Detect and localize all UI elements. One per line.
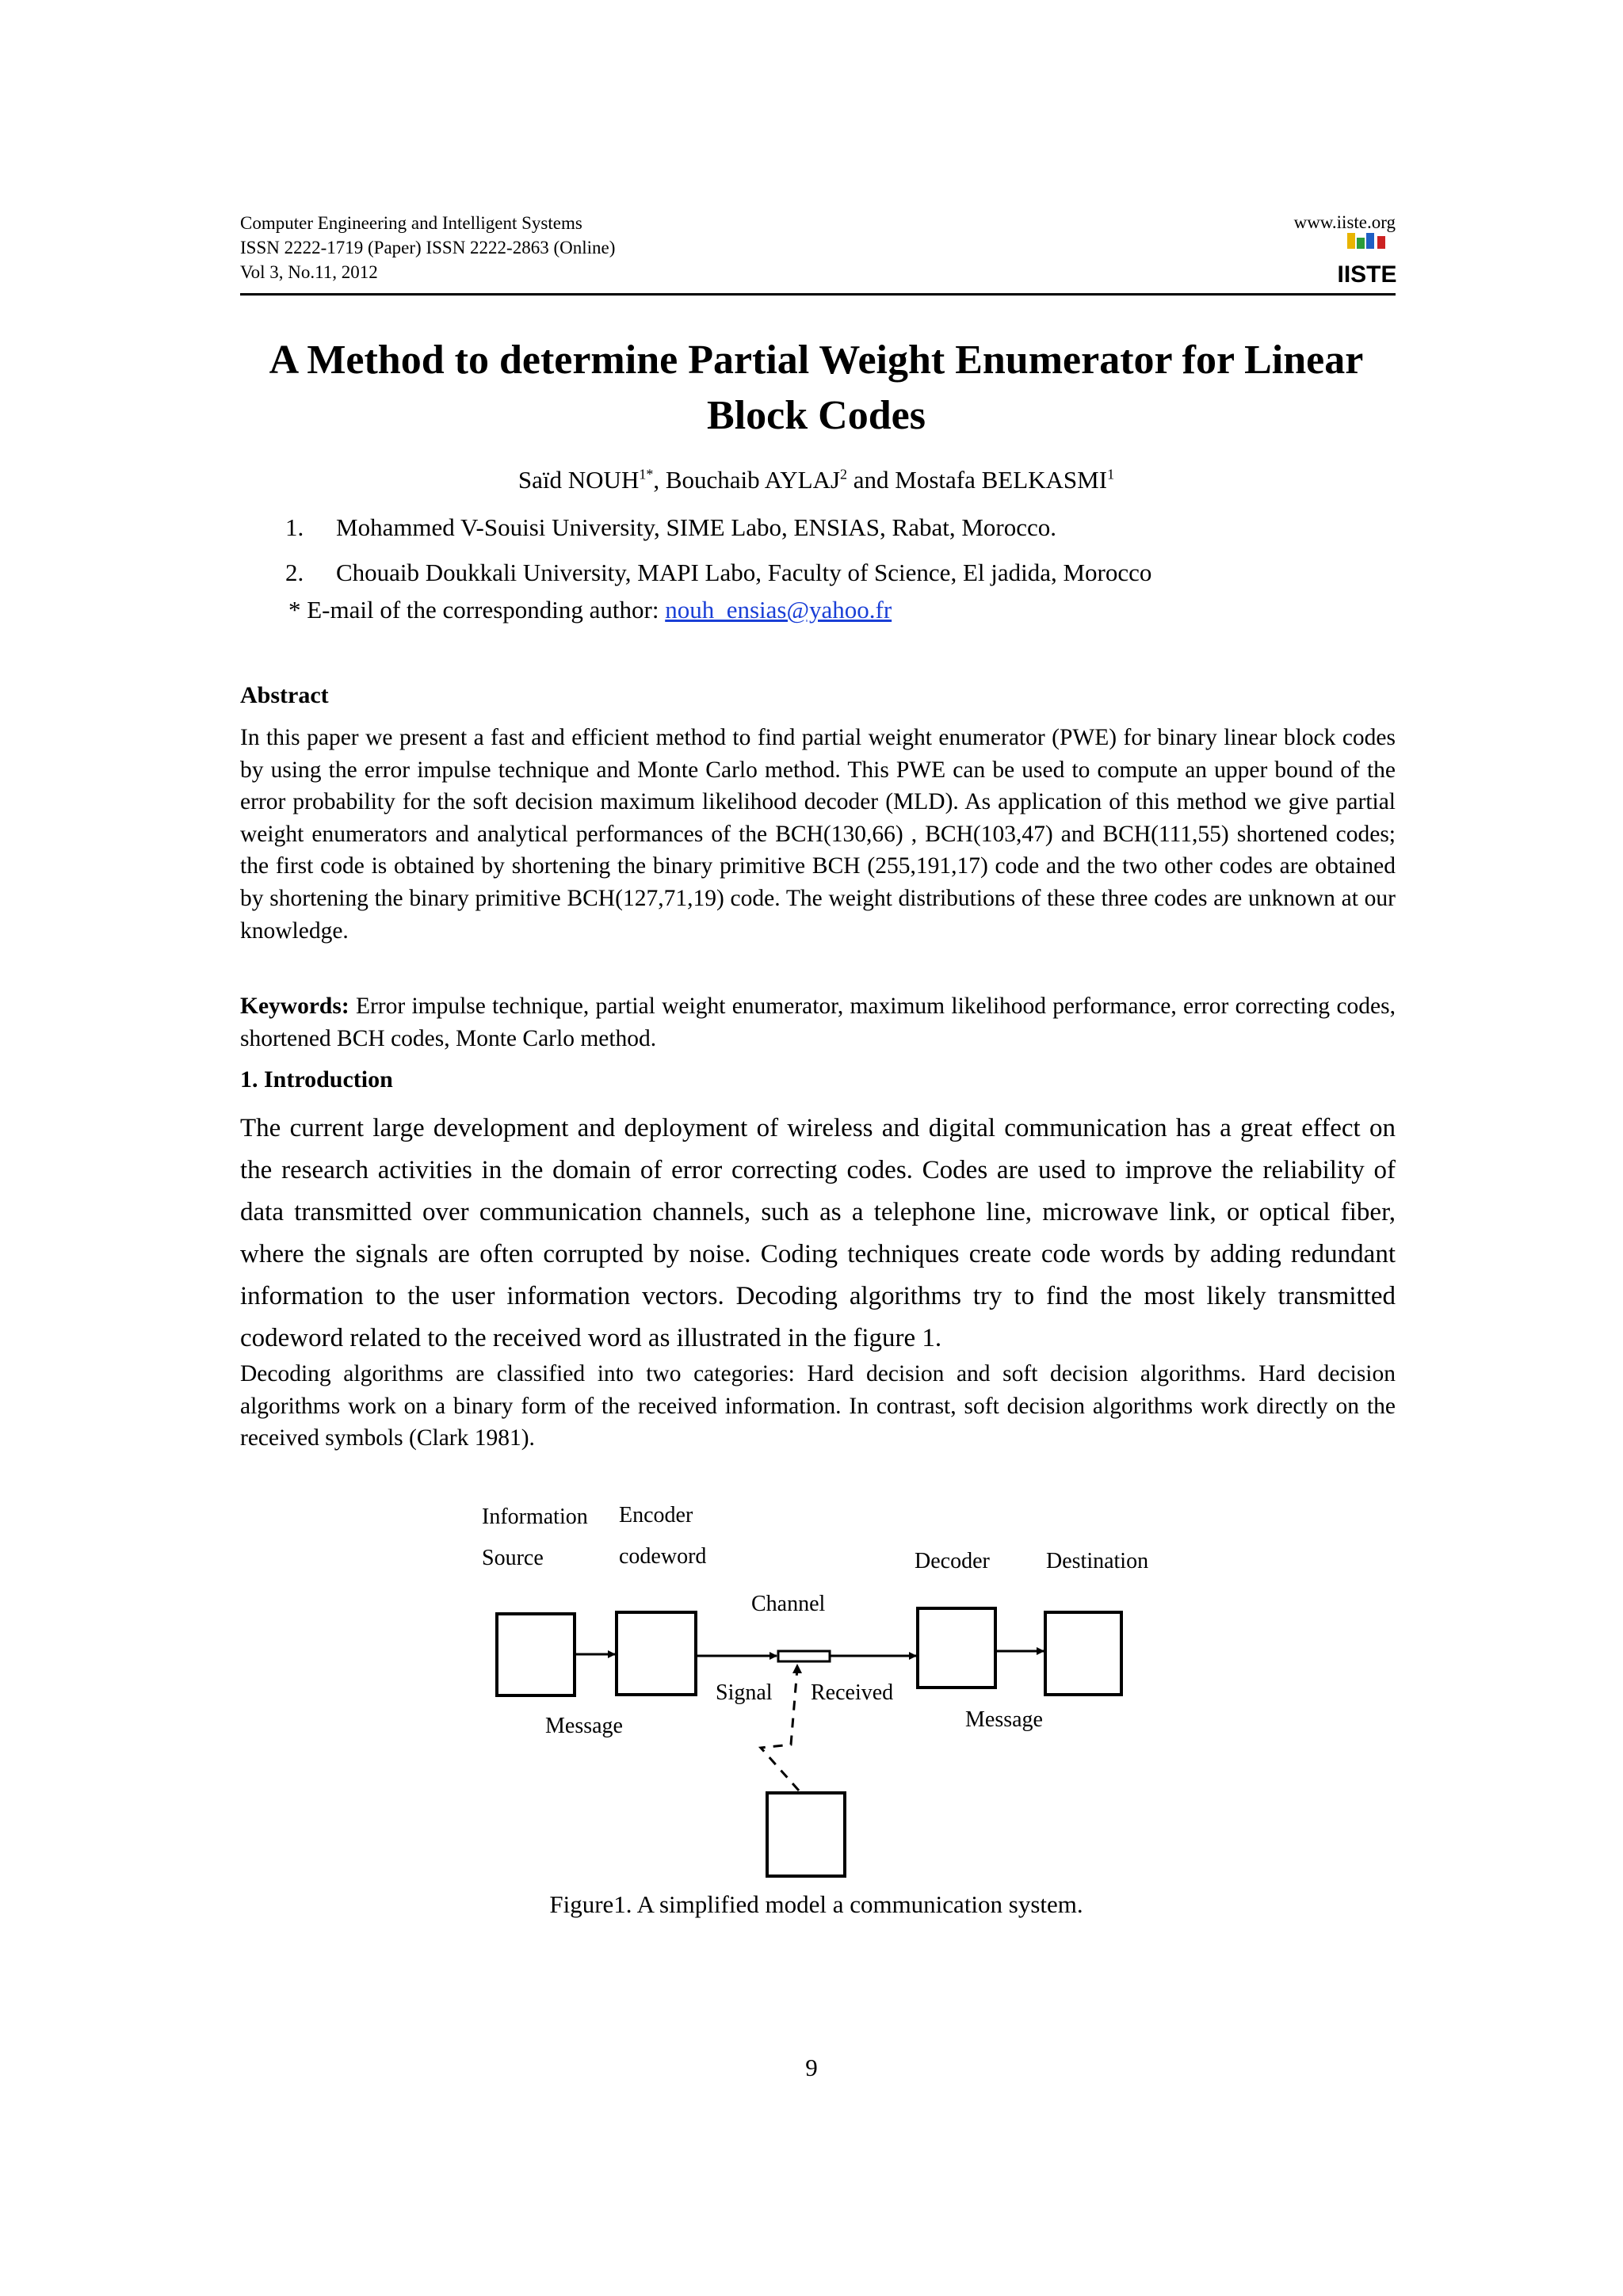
corresponding-email: [288, 594, 892, 626]
label-destination: Destination: [1046, 1549, 1149, 1573]
encoder-block: [617, 1612, 696, 1695]
author-2: , Bouchaib AYLAJ: [653, 466, 841, 494]
email-prefix: * E-mail of the corresponding author:: [288, 596, 666, 624]
logo-text: IISTE: [1337, 261, 1397, 288]
author-1: Saïd NOUH: [517, 466, 640, 494]
author-2-sup: 2: [840, 466, 848, 482]
noise-dashed-line: [761, 1669, 799, 1791]
label-message-right: Message: [965, 1707, 1043, 1732]
journal-url: www.iiste.org: [1293, 212, 1396, 232]
header-rule: [240, 293, 1396, 296]
figure-diagram: [444, 1489, 1205, 1901]
label-channel: Channel: [751, 1592, 826, 1616]
journal-name: Computer Engineering and Intelligent Systems: [240, 213, 582, 233]
affiliation-1-number: 1.: [285, 513, 304, 541]
affiliation-2: [285, 557, 1151, 589]
destination-block: [1045, 1612, 1121, 1695]
iiste-logo: [1337, 231, 1397, 288]
label-information: Information: [482, 1505, 588, 1529]
label-decoder: Decoder: [915, 1549, 990, 1573]
keywords-label: Keywords:: [240, 994, 349, 1019]
keywords-text: Error impulse technique, partial weight enumerator, maximum likelihood performance, error correcting codes, shortened BCH codes, Monte Carlo method.: [240, 994, 1396, 1051]
keywords: [240, 990, 1396, 1055]
volume-line: Vol 3, No.11, 2012: [240, 262, 378, 282]
page-number: 9: [805, 2054, 818, 2081]
communication-system-figure: [444, 1489, 1205, 1901]
author-list: [222, 464, 1411, 496]
affiliation-1: [285, 512, 1056, 543]
author-3-sup: 1: [1107, 466, 1115, 482]
noise-block: [767, 1793, 845, 1876]
figure-caption: Figure1. A simplified model a communication system.: [549, 1890, 1083, 1918]
intro-heading: 1. Introduction: [240, 1066, 393, 1093]
channel-block: [778, 1651, 830, 1661]
email-link[interactable]: nouh_ensias@yahoo.fr: [665, 596, 892, 624]
paper-title: [222, 333, 1411, 444]
label-source: Source: [482, 1546, 544, 1570]
affiliation-2-number: 2.: [285, 559, 304, 586]
title-line-1: A Method to determine Partial Weight Enumerator for Linear: [269, 338, 1364, 383]
intro-paragraph-1: The current large development and deployment of wireless and digital communication has a great effect on the research activities in the domain of error correcting codes. Codes are used to improve the reliability of data transmitted over communication channels, such as a telephone line, microwave link, or optical fiber, where the signals are often corrupted by noise. Coding techniques create code words by adding redundant information to the user information vectors. Decoding algorithms try to find the most likely transmitted codeword related to the received word as illustrated in the figure 1.: [240, 1114, 1396, 1352]
intro-paragraph-2: Decoding algorithms are classified into two categories: Hard decision and soft decision algorithms. Hard decision algorithms work on a binary form of the received information. In contrast, soft decision algorithms work directly on the received symbols (Clark 1981).: [240, 1361, 1396, 1451]
issn-line: ISSN 2222-1719 (Paper) ISSN 2222-2863 (Online): [240, 238, 616, 257]
label-message-left: Message: [545, 1714, 623, 1738]
author-3: and Mostafa BELKASMI: [847, 466, 1108, 494]
source-block: [497, 1614, 575, 1695]
label-received: Received: [811, 1680, 894, 1705]
noise-arrowhead: [792, 1664, 802, 1673]
affiliation-1-text: Mohammed V-Souisi University, SIME Labo, ENSIAS, Rabat, Morocco.: [336, 513, 1056, 541]
abstract-text: In this paper we present a fast and efficient method to find partial weight enumerator (PWE) for binary linear block codes by using the error impulse technique and Monte Carlo method. This PWE can be used to compute an upper bound of the error probability for the soft decision maximum likelihood decoder (MLD). As application of this method we give partial weight enumerators and analytical performances of the BCH(130,66) , BCH(103,47) and BCH(111,55) shortened codes; the first code is obtained by shortening the binary primitive BCH (255,191,17) code and the two other codes are obtained by shortening the binary primitive BCH(127,71,19) code. The weight distributions of these three codes are unknown at our knowledge.: [240, 725, 1396, 944]
author-1-sup: 1*: [639, 466, 654, 482]
affiliation-2-text: Chouaib Doukkali University, MAPI Labo, Faculty of Science, El jadida, Morocco: [336, 559, 1152, 586]
label-encoder: Encoder: [619, 1503, 693, 1527]
title-line-2: Block Codes: [707, 393, 926, 438]
decoder-block: [918, 1608, 995, 1688]
label-signal: Signal: [716, 1680, 773, 1705]
abstract-heading: Abstract: [240, 682, 329, 708]
label-codeword: codeword: [619, 1544, 707, 1569]
